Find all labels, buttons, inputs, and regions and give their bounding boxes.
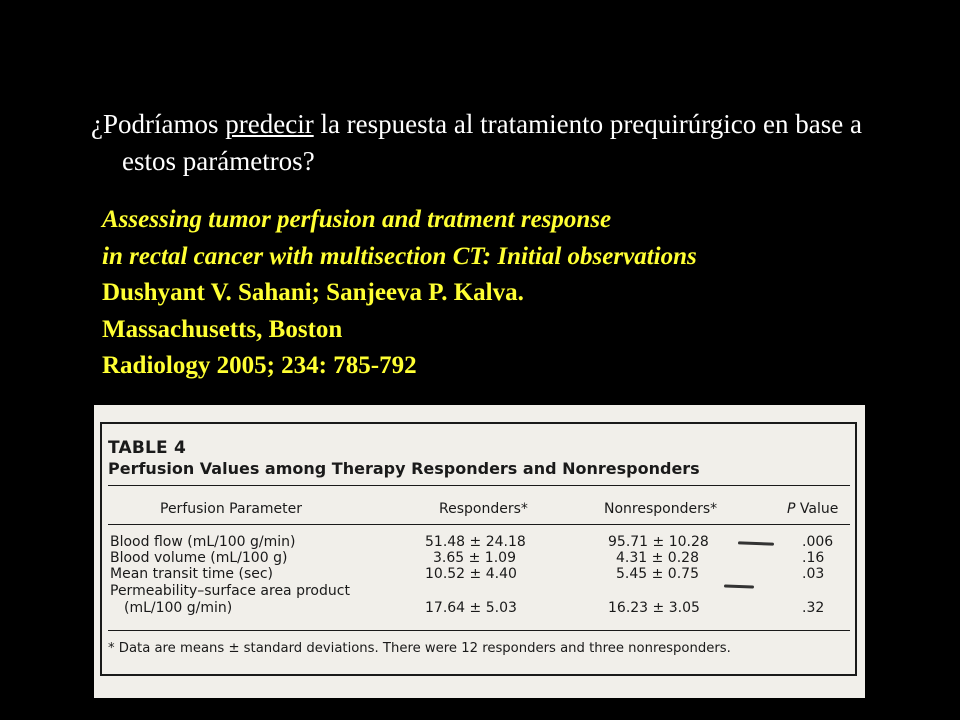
reference-title-line1: Assessing tumor perfusion and tratment response xyxy=(102,206,612,233)
table-rule-bottom xyxy=(108,630,850,631)
row2-responders: 3.65 ± 1.09 xyxy=(433,550,516,566)
header-nonresponders: Nonresponders* xyxy=(604,501,718,517)
row4-p: .32 xyxy=(802,600,825,616)
row4-responders: 17.64 ± 5.03 xyxy=(425,600,517,616)
header-p-suffix: Value xyxy=(799,501,839,517)
row2-parameter: Blood volume (mL/100 g) xyxy=(110,550,288,566)
row1-p: .006 xyxy=(802,534,834,550)
row3-parameter: Mean transit time (sec) xyxy=(110,566,274,582)
table-title: Perfusion Values among Therapy Responders and Nonresponders xyxy=(108,459,700,478)
row1-responders: 51.48 ± 24.18 xyxy=(425,534,526,550)
question-underlined-word: predecir xyxy=(225,109,314,139)
table-label: TABLE 4 xyxy=(108,438,186,458)
table-footnote: * Data are means ± standard deviations. There were 12 responders and three nonresponders. xyxy=(108,641,731,656)
row2-nonresponders: 4.31 ± 0.28 xyxy=(616,550,699,566)
table-rule-top xyxy=(108,485,850,486)
row1-parameter: Blood flow (mL/100 g/min) xyxy=(110,534,296,550)
row4-parameter: Permeability–surface area product xyxy=(110,583,350,599)
row3-nonresponders: 5.45 ± 0.75 xyxy=(616,566,699,582)
reference-block xyxy=(102,202,902,385)
scanned-table-image xyxy=(94,405,865,698)
table-rule-header xyxy=(108,524,850,525)
reference-citation: Radiology 2005; 234: 785-792 xyxy=(102,352,417,379)
header-parameter: Perfusion Parameter xyxy=(160,501,303,517)
header-p-letter: P xyxy=(787,501,796,517)
reference-location: Massachusetts, Boston xyxy=(102,315,343,343)
row3-responders: 10.52 ± 4.40 xyxy=(425,566,517,582)
header-responders: Responders* xyxy=(439,501,528,517)
reference-authors: Dushyant V. Sahani; Sanjeeva P. Kalva. xyxy=(102,279,524,306)
row4-parameter-units: (mL/100 g/min) xyxy=(124,600,233,616)
question-after: la respuesta al tratamiento prequirúrgico en base a estos parámetros? xyxy=(122,109,862,176)
row4-nonresponders: 16.23 ± 3.05 xyxy=(608,600,700,616)
reference-title-line2: in rectal cancer with multisection CT: Initial observations xyxy=(102,242,697,270)
header-p-value xyxy=(787,502,838,517)
row3-p: .03 xyxy=(802,566,825,582)
question-text xyxy=(91,106,912,180)
row1-nonresponders: 95.71 ± 10.28 xyxy=(608,534,709,550)
question-before: ¿Podríamos xyxy=(91,109,226,139)
row2-p: .16 xyxy=(802,550,825,566)
